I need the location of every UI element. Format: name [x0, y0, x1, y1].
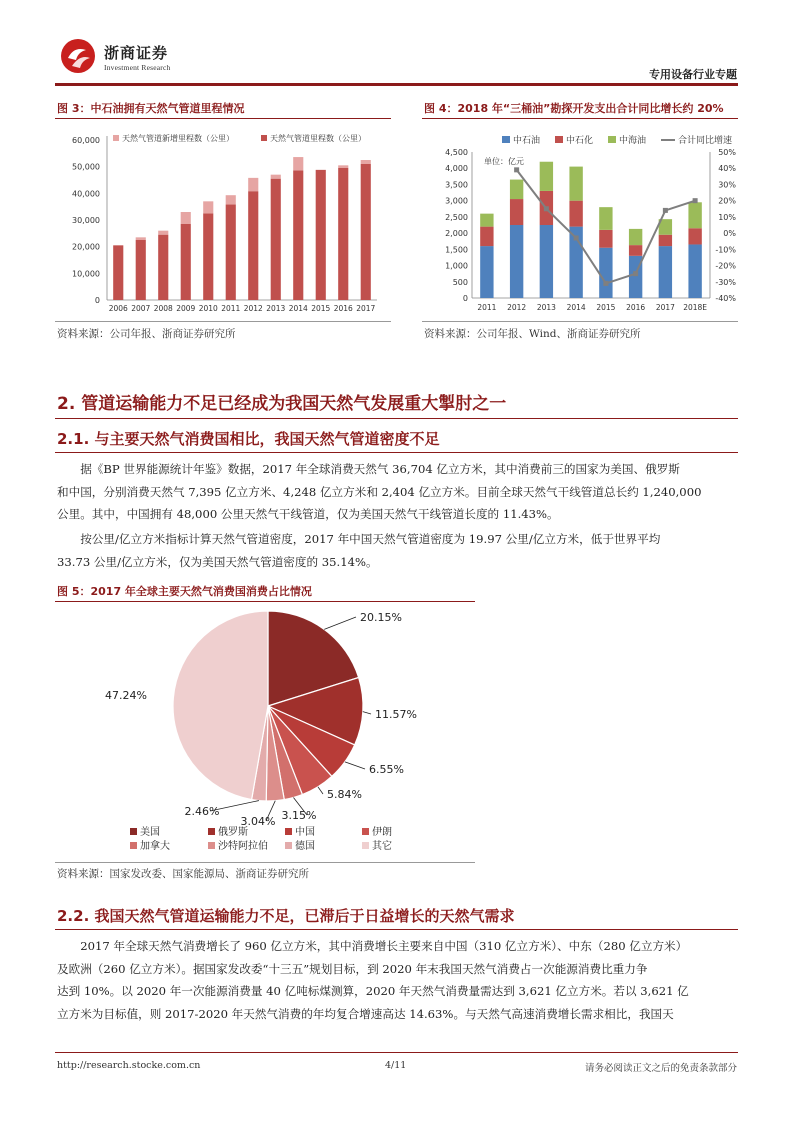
- y-left-tick-label: 2,000: [445, 229, 468, 239]
- pie-value-label: 20.15%: [360, 611, 402, 624]
- growth-point: [544, 206, 549, 211]
- bar-中海油: [688, 202, 701, 228]
- para-line: 2017 年全球天然气消费增长了 960 亿立方米，其中消费增长主要来自中国（310 亿立方米）、中东（280 亿立方米）: [80, 939, 688, 953]
- bar-中海油: [569, 167, 582, 201]
- x-tick-label: 2012: [507, 303, 527, 312]
- page-number: 4/11: [385, 1060, 407, 1071]
- legend-label: 沙特阿拉伯: [218, 841, 268, 852]
- x-tick-label: 2014: [566, 303, 586, 312]
- y-right-tick-label: 40%: [718, 164, 736, 174]
- bar-中石化: [480, 227, 493, 246]
- fig3-source: 资料来源：公司年报、浙商证券研究所: [57, 328, 236, 340]
- bar-中石油: [540, 225, 553, 298]
- fig4-source: 资料来源：公司年报、Wind、浙商证券研究所: [424, 328, 641, 340]
- header-divider: [55, 83, 738, 86]
- y-tick-label: 50,000: [72, 162, 100, 172]
- legend-label: 伊朗: [372, 827, 392, 838]
- section-2-2-title: 2.2. 我国天然气管道运输能力不足，已滞后于日益增长的天然气需求: [57, 907, 515, 925]
- bar-pipeline-mileage: [203, 213, 213, 300]
- legend-label: 俄罗斯: [218, 827, 248, 838]
- x-tick-label: 2011: [221, 304, 241, 313]
- bar-pipeline-mileage: [293, 170, 303, 300]
- bar-pipeline-mileage: [136, 240, 146, 300]
- y-left-tick-label: 4,500: [445, 148, 468, 157]
- pie-value-label: 11.57%: [375, 708, 417, 721]
- bar-new-mileage: [226, 195, 236, 204]
- y-left-tick-label: 500: [452, 277, 468, 287]
- y-tick-label: 20,000: [72, 242, 100, 252]
- legend-swatch: [362, 828, 369, 835]
- legend-swatch: [555, 136, 563, 143]
- fig4-bottom-rule: [422, 321, 738, 322]
- y-left-tick-label: 1,000: [445, 261, 468, 271]
- section-2-1-rule: [55, 452, 738, 453]
- bar-中石油: [510, 225, 523, 298]
- growth-point: [693, 198, 698, 203]
- section-2-1-para1: [57, 458, 738, 526]
- legend-label: 合计同比增速: [678, 136, 733, 146]
- bar-中海油: [510, 180, 523, 199]
- x-tick-label: 2013: [536, 303, 556, 312]
- legend-swatch: [130, 828, 137, 835]
- y-tick-label: 30,000: [72, 216, 100, 225]
- bar-new-mileage: [338, 165, 348, 168]
- legend-label: 中海油: [619, 136, 647, 146]
- bar-pipeline-mileage: [316, 170, 326, 300]
- leader-line: [318, 787, 323, 794]
- section-2-1-para2: [57, 528, 738, 573]
- section-2-2-rule: [55, 929, 738, 930]
- y-right-tick-label: -30%: [715, 277, 736, 287]
- legend-label: 其它: [372, 841, 392, 852]
- brand-name-cn: 浙商证券: [104, 44, 169, 62]
- para-line: 和中国，分别消费天然气 7,395 亿立方米、4,248 亿立方米和 2,404 亿立方米。目前全球天然气干线管道总长约 1,240,000: [57, 484, 702, 499]
- y-left-tick-label: 2,500: [445, 212, 468, 222]
- bar-new-mileage: [248, 178, 258, 191]
- fig5-chart: [55, 603, 475, 863]
- legend-swatch: [608, 136, 616, 143]
- bar-中石油: [659, 246, 672, 298]
- y-right-tick-label: 50%: [718, 148, 736, 157]
- x-tick-label: 2009: [176, 304, 196, 313]
- fig3-chart: [55, 122, 391, 322]
- x-tick-label: 2017: [356, 304, 376, 313]
- bar-中石化: [659, 235, 672, 246]
- unit-label: 单位：亿元: [484, 157, 524, 166]
- para-line: 据《BP 世界能源统计年鉴》数据，2017 年全球消费天然气 36,704 亿立方米，其中消费前三的国家为美国、俄罗斯: [80, 462, 680, 476]
- pie-value-label: 3.04%: [240, 815, 276, 828]
- section-2-1-title: 2.1. 与主要天然气消费国相比，我国天然气管道密度不足: [57, 430, 440, 448]
- bar-中石油: [480, 246, 493, 298]
- legend-label: 天然气管道新增里程数（公里）: [122, 134, 234, 143]
- y-right-tick-label: 30%: [718, 180, 736, 190]
- legend-swatch: [208, 842, 215, 849]
- bar-new-mileage: [271, 175, 281, 179]
- leader-line: [345, 762, 365, 769]
- fig4-title-rule: [422, 118, 738, 119]
- bar-中海油: [599, 207, 612, 230]
- bar-中石化: [569, 201, 582, 227]
- y-right-tick-label: -40%: [715, 294, 736, 303]
- legend-swatch: [208, 828, 215, 835]
- fig5-bottom-rule: [55, 862, 475, 863]
- footer-disclaimer: 请务必阅读正文之后的免责条款部分: [584, 1063, 737, 1074]
- legend-label: 天然气管道里程数（公里）: [270, 134, 366, 143]
- para-line: 及欧洲（260 亿立方米）。据国家发改委“十三五”规划目标，到 2020 年末我国天然气消费占一次能源消费比重力争: [57, 961, 648, 976]
- x-tick-label: 2018E: [683, 303, 708, 312]
- bar-pipeline-mileage: [113, 245, 123, 300]
- bar-new-mileage: [361, 160, 371, 164]
- bar-pipeline-mileage: [271, 179, 281, 300]
- bar-中石化: [599, 230, 612, 248]
- bar-pipeline-mileage: [361, 164, 371, 300]
- x-tick-label: 2006: [108, 304, 128, 313]
- pie-value-label: 5.84%: [327, 788, 362, 801]
- bar-中石油: [688, 244, 701, 298]
- y-right-tick-label: -10%: [715, 245, 736, 255]
- fig3-bottom-rule: [55, 321, 391, 322]
- footer-url[interactable]: http://research.stocke.com.cn: [57, 1060, 201, 1071]
- y-left-tick-label: 0: [462, 294, 468, 303]
- logo-icon: [60, 38, 96, 74]
- legend-label: 美国: [140, 827, 160, 838]
- fig5-source: 资料来源：国家发改委、国家能源局、浙商证券研究所: [57, 868, 309, 880]
- y-right-tick-label: 0%: [723, 229, 736, 239]
- x-tick-label: 2008: [153, 304, 173, 313]
- bar-new-mileage: [181, 212, 191, 224]
- legend-swatch: [502, 136, 510, 143]
- y-right-tick-label: 20%: [718, 196, 736, 206]
- legend-label: 中石化: [566, 136, 594, 146]
- pie-value-label: 3.15%: [281, 809, 317, 822]
- fig4-chart: [422, 122, 738, 322]
- leader-line: [324, 617, 356, 629]
- legend-label: 中国: [295, 827, 315, 838]
- legend-label: 德国: [295, 841, 315, 852]
- bar-new-mileage: [203, 201, 213, 213]
- growth-point: [574, 235, 579, 240]
- section-2-2-para: [57, 935, 738, 1025]
- para-line: 33.73 公里/亿立方米，仅为美国天然气管道密度的 35.14%。: [57, 554, 378, 569]
- growth-point: [633, 271, 638, 276]
- section-2-rule: [55, 418, 738, 419]
- x-tick-label: 2011: [477, 303, 497, 312]
- fig3-title: 图 3：中石油拥有天然气管道里程情况: [57, 102, 245, 115]
- fig5-title-rule: [55, 601, 475, 602]
- bar-中石化: [629, 245, 642, 256]
- legend-swatch: [261, 135, 267, 141]
- growth-point: [603, 281, 608, 286]
- x-tick-label: 2015: [596, 303, 616, 312]
- para-line: 达到 10%。以 2020 年一次能源消费量 40 亿吨标煤测算，2020 年天然气消费量需达到 3,621 亿立方米。若以 3,621 亿: [57, 984, 689, 998]
- bar-中石化: [688, 228, 701, 244]
- bar-pipeline-mileage: [248, 191, 258, 300]
- bar-中海油: [629, 229, 642, 245]
- bar-pipeline-mileage: [181, 224, 191, 300]
- bar-new-mileage: [158, 231, 168, 235]
- pie-value-label: 2.46%: [184, 805, 220, 818]
- para-line: 立方米为目标值，则 2017-2020 年天然气消费的年均复合增速高达 14.63%。与天然气高速消费增长需求相比，我国天: [57, 1006, 674, 1021]
- bar-new-mileage: [136, 237, 146, 240]
- bar-pipeline-mileage: [226, 205, 236, 300]
- fig5-title: 图 5：2017 年全球主要天然气消费国消费占比情况: [57, 585, 312, 598]
- footer-divider: [55, 1052, 738, 1053]
- legend-swatch: [285, 842, 292, 849]
- legend-label: 加拿大: [140, 841, 170, 852]
- brand-name-en: Investment Research: [104, 63, 171, 72]
- x-tick-label: 2016: [333, 304, 353, 313]
- growth-point: [663, 208, 668, 213]
- x-tick-label: 2014: [288, 304, 308, 313]
- x-tick-label: 2012: [243, 304, 263, 313]
- x-tick-label: 2013: [266, 304, 286, 313]
- x-tick-label: 2017: [655, 303, 675, 312]
- bar-pipeline-mileage: [158, 235, 168, 300]
- bar-中石化: [510, 199, 523, 225]
- x-tick-label: 2010: [198, 304, 218, 313]
- y-left-tick-label: 3,500: [445, 180, 468, 190]
- bar-pipeline-mileage: [338, 168, 348, 300]
- y-left-tick-label: 1,500: [445, 245, 468, 255]
- para-line: 按公里/亿立方米指标计算天然气管道密度，2017 年中国天然气管道密度为 19.97 公里/亿立方米，低于世界平均: [80, 532, 661, 546]
- y-tick-label: 60,000: [72, 136, 100, 145]
- legend-swatch: [362, 842, 369, 849]
- fig4-title: 图 4：2018 年“三桶油”勘探开发支出合计同比增长约 20%: [424, 102, 724, 115]
- pie-value-label: 47.24%: [105, 689, 147, 702]
- legend-swatch: [113, 135, 119, 141]
- y-left-tick-label: 4,000: [445, 164, 468, 174]
- y-tick-label: 0: [94, 296, 100, 305]
- x-tick-label: 2007: [131, 304, 151, 313]
- report-type: 专用设备行业专题: [649, 68, 737, 81]
- growth-point: [514, 167, 519, 172]
- fig3-title-rule: [55, 118, 391, 119]
- legend-swatch: [130, 842, 137, 849]
- bar-new-mileage: [293, 157, 303, 170]
- x-tick-label: 2015: [311, 304, 331, 313]
- bar-中海油: [540, 162, 553, 191]
- y-right-tick-label: -20%: [715, 261, 736, 271]
- bar-中海油: [480, 214, 493, 227]
- x-tick-label: 2016: [626, 303, 646, 312]
- y-left-tick-label: 3,000: [445, 196, 468, 206]
- y-right-tick-label: 10%: [718, 212, 736, 222]
- leader-line: [363, 712, 371, 714]
- pie-slice-其它: [173, 611, 268, 800]
- para-line: 公里。其中，中国拥有 48,000 公里天然气干线管道，仅为美国天然气干线管道长度的 11.43%。: [57, 507, 559, 521]
- bar-中石油: [599, 248, 612, 298]
- legend-swatch: [285, 828, 292, 835]
- y-tick-label: 10,000: [72, 269, 100, 279]
- y-tick-label: 40,000: [72, 189, 100, 199]
- section-2-title: 2. 管道运输能力不足已经成为我国天然气发展重大掣肘之一: [57, 394, 507, 414]
- pie-value-label: 6.55%: [369, 763, 404, 776]
- legend-label: 中石油: [513, 136, 541, 146]
